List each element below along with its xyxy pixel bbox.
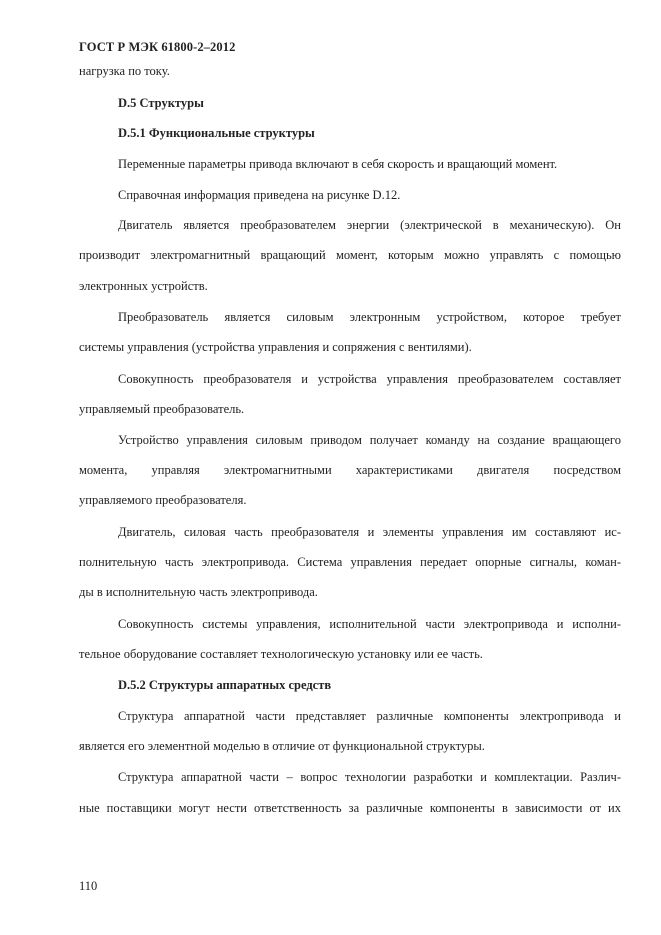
text-line: Совокупность системы управления, исполнительной части электропривода и исполни- [118,617,621,631]
text-line: ные поставщики могут нести ответственность за различные компоненты в зависимости от их [79,801,621,815]
section-heading: D.5 Структуры [118,96,204,110]
page-number: 110 [79,879,98,893]
text-line: момента, управляя электромагнитными характеристиками двигателя посредством [79,463,621,477]
text-line: электронных устройств. [79,279,208,293]
text-line: Двигатель, силовая часть преобразователя и элементы управления им составляют ис- [118,525,621,539]
text-line: системы управления (устройства управления и сопряжения с вентилями). [79,340,472,354]
text-line: Структура аппаратной части – вопрос технологии разработки и комплектации. Различ- [118,770,621,784]
text-line: Устройство управления силовым приводом получает команду на создание вращающего [118,433,621,447]
text-line: Структура аппаратной части представляет различные компоненты электропривода и [118,709,621,723]
subsection-heading: D.5.1 Функциональные структуры [118,126,315,140]
text-line: является его элементной моделью в отличие от функциональной структуры. [79,739,485,753]
text-line: Преобразователь является силовым электронным устройством, которое требует [118,310,621,324]
text-line: Двигатель является преобразователем энергии (электрической в механическую). Он [118,218,621,232]
text-line: ды в исполнительную часть электропривода. [79,585,318,599]
text-line: нагрузка по току. [79,64,170,78]
text-line: Справочная информация приведена на рисунке D.12. [118,188,401,202]
text-line: Переменные параметры привода включают в себя скорость и вращающий момент. [118,157,558,171]
text-line: управляемого преобразователя. [79,493,247,507]
document-header: ГОСТ Р МЭК 61800-2–2012 [79,40,236,54]
text-line: тельное оборудование составляет технологическую установку или ее часть. [79,647,483,661]
text-line: полнительную часть электропривода. Система управления передает опорные сигналы, коман- [79,555,621,569]
text-line: управляемый преобразователь. [79,402,245,416]
text-line: Совокупность преобразователя и устройства управления преобразователем составляет [118,372,621,386]
subsection-heading: D.5.2 Структуры аппаратных средств [118,678,332,692]
text-line: производит электромагнитный вращающий момент, которым можно управлять с помощью [79,248,621,262]
